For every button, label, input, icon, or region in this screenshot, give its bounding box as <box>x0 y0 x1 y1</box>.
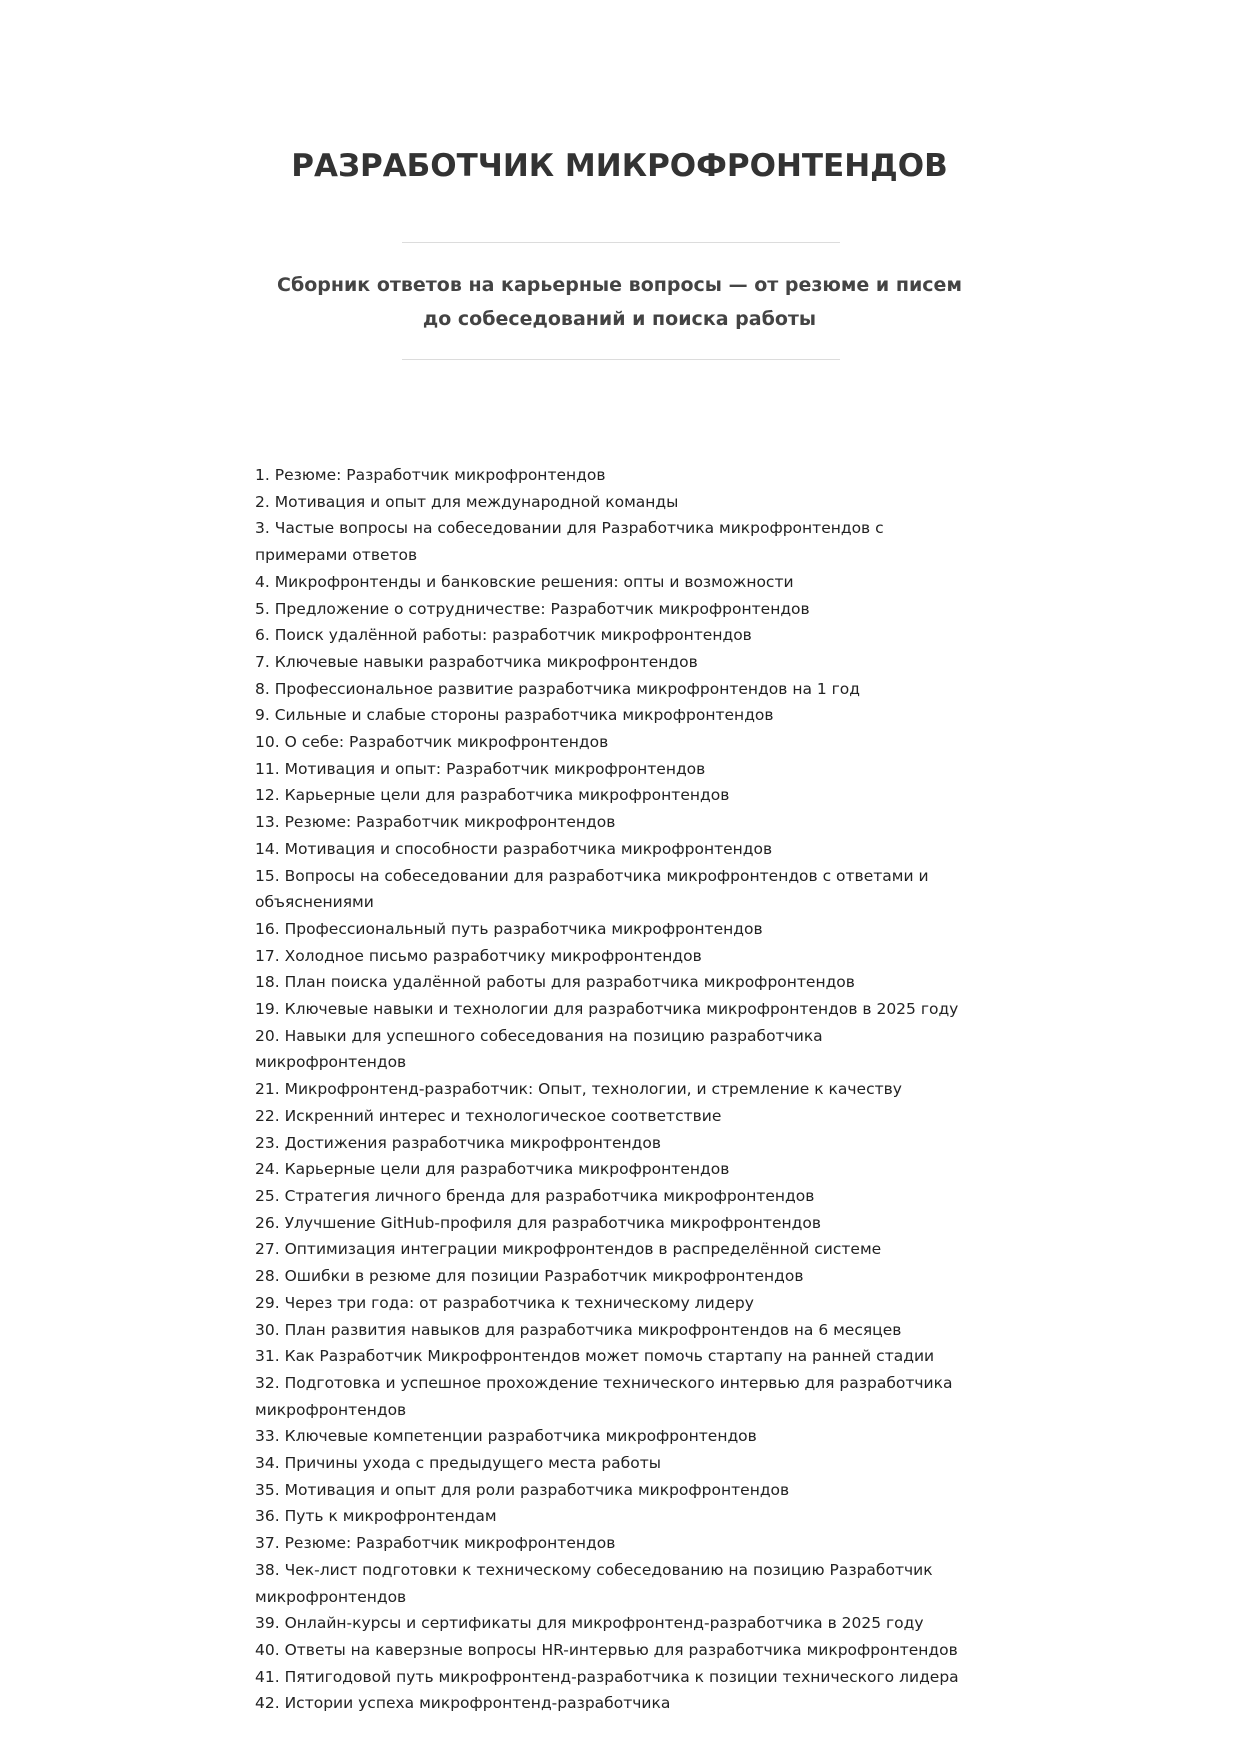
toc-item: 3. Частые вопросы на собеседовании для Разработчика микрофронтендов с примерами ответов <box>255 519 884 565</box>
toc-item: 35. Мотивация и опыт для роли разработчика микрофронтендов <box>255 1480 790 1499</box>
toc-item: 2. Мотивация и опыт для международной команды <box>255 492 679 511</box>
toc-item: 42. Истории успеха микрофронтенд-разработчика <box>255 1694 671 1713</box>
document-title: РАЗРАБОТЧИК МИКРОФРОНТЕНДОВ <box>291 148 948 184</box>
toc-item: 14. Мотивация и способности разработчика микрофронтендов <box>255 839 773 858</box>
toc-item: 30. План развития навыков для разработчика микрофронтендов на 6 месяцев <box>255 1320 902 1339</box>
toc-item: 7. Ключевые навыки разработчика микрофронтендов <box>255 652 698 671</box>
toc-item: 12. Карьерные цели для разработчика микрофронтендов <box>255 786 730 805</box>
toc-item: 8. Профессиональное развитие разработчика микрофронтендов на 1 год <box>255 679 861 698</box>
divider-bottom <box>402 359 840 360</box>
toc-item: 9. Сильные и слабые стороны разработчика микрофронтендов <box>255 706 774 725</box>
toc-item: 24. Карьерные цели для разработчика микрофронтендов <box>255 1160 730 1179</box>
toc-item: 21. Микрофронтенд-разработчик: Опыт, технологии, и стремление к качеству <box>255 1080 902 1099</box>
divider-top <box>402 242 840 243</box>
toc-item: 41. Пятигодовой путь микрофронтенд-разработчика к позиции технического лидера <box>255 1667 959 1686</box>
toc-item: 39. Онлайн-курсы и сертификаты для микрофронтенд-разработчика в 2025 году <box>255 1614 924 1633</box>
toc-item: 28. Ошибки в резюме для позиции Разработчик микрофронтендов <box>255 1267 804 1286</box>
toc-item: 1. Резюме: Разработчик микрофронтендов <box>255 466 606 484</box>
toc-item: 29. Через три года: от разработчика к техническому лидеру <box>255 1293 754 1312</box>
toc-item: 13. Резюме: Разработчик микрофронтендов <box>255 813 616 832</box>
toc-item: 6. Поиск удалённой работы: разработчик микрофронтендов <box>255 626 752 645</box>
document-subtitle: Сборник ответов на карьерные вопросы — от резюме и писем до собеседований и поиска работы <box>277 274 962 330</box>
toc-item: 25. Стратегия личного бренда для разработчика микрофронтендов <box>255 1186 815 1205</box>
toc-item: 10. О себе: Разработчик микрофронтендов <box>255 733 609 752</box>
toc-item: 38. Чек-лист подготовки к техническому собеседованию на позицию Разработчик микрофронтендов <box>255 1560 933 1606</box>
toc-item: 22. Искренний интерес и технологическое соответствие <box>255 1106 722 1125</box>
toc-item: 17. Холодное письмо разработчику микрофронтендов <box>255 946 702 965</box>
toc-item: 5. Предложение о сотрудничестве: Разработчик микрофронтендов <box>255 599 810 618</box>
toc-item: 33. Ключевые компетенции разработчика микрофронтендов <box>255 1427 757 1446</box>
toc-item: 15. Вопросы на собеседовании для разработчика микрофронтендов с ответами и объяснениями <box>255 866 929 912</box>
toc-item: 37. Резюме: Разработчик микрофронтендов <box>255 1534 616 1553</box>
toc-item: 20. Навыки для успешного собеседования на позицию разработчика микрофронтендов <box>255 1026 823 1072</box>
toc-item: 4. Микрофронтенды и банковские решения: опты и возможности <box>255 572 794 591</box>
toc-item: 36. Путь к микрофронтендам <box>255 1507 497 1526</box>
table-of-contents <box>255 462 965 1717</box>
toc-item: 19. Ключевые навыки и технологии для разработчика микрофронтендов в 2025 году <box>255 1000 959 1019</box>
toc-item: 26. Улучшение GitHub-профиля для разработчика микрофронтендов <box>255 1213 821 1232</box>
toc-item: 27. Оптимизация интеграции микрофронтендов в распределённой системе <box>255 1240 882 1259</box>
toc-item: 11. Мотивация и опыт: Разработчик микрофронтендов <box>255 759 706 778</box>
toc-item: 18. План поиска удалённой работы для разработчика микрофронтендов <box>255 973 855 992</box>
toc-item: 23. Достижения разработчика микрофронтендов <box>255 1133 661 1152</box>
toc-item: 34. Причины ухода с предыдущего места работы <box>255 1454 661 1473</box>
toc-item: 31. Как Разработчик Микрофронтендов может помочь стартапу на ранней стадии <box>255 1347 935 1366</box>
toc-item: 40. Ответы на каверзные вопросы HR-интервью для разработчика микрофронтендов <box>255 1640 958 1659</box>
toc-item: 16. Профессиональный путь разработчика микрофронтендов <box>255 919 763 938</box>
toc-item: 32. Подготовка и успешное прохождение технического интервью для разработчика микрофронтендов <box>255 1373 953 1419</box>
